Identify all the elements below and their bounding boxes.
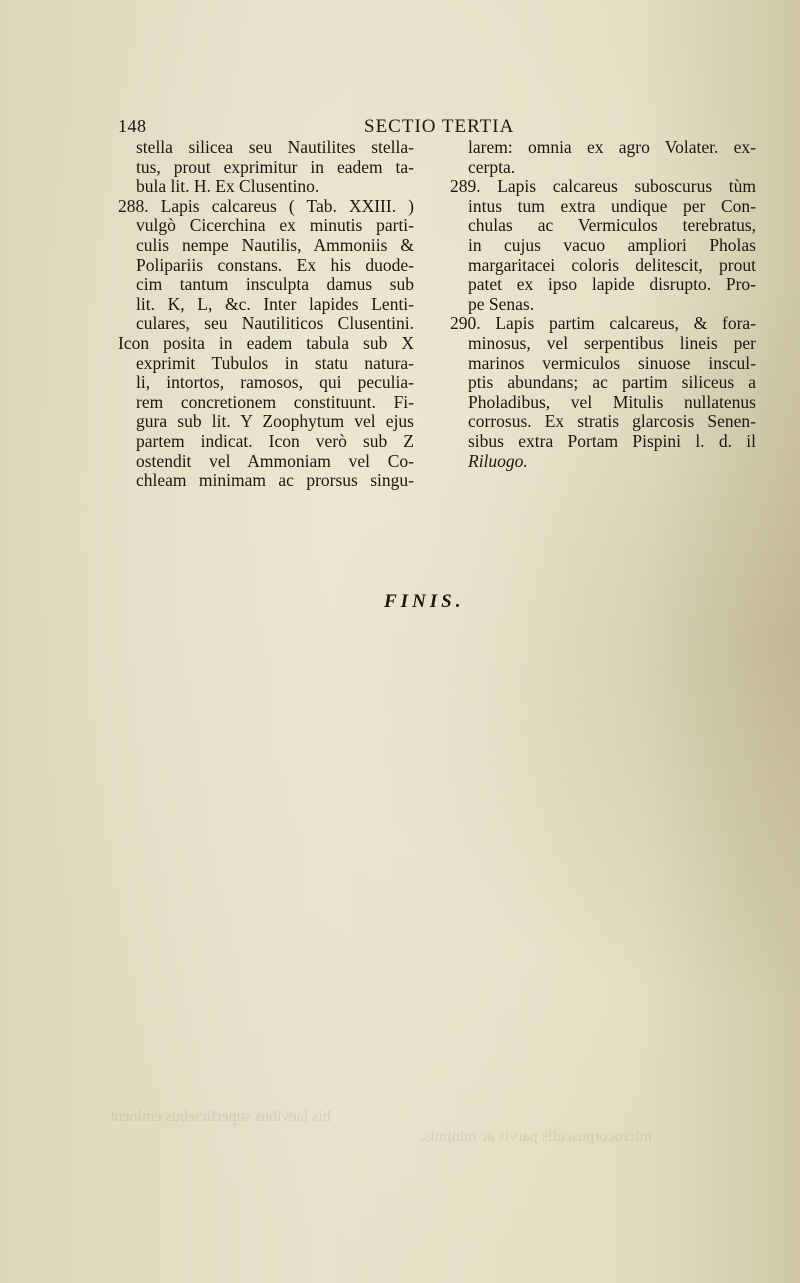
entry-288-start: 288. Lapis calcareus ( Tab. XXIII. ): [118, 195, 414, 216]
text-with-italic: vulgò Cicerchina ex minutis parti-: [136, 215, 414, 236]
right-column: [450, 137, 756, 471]
text-line: gura sub lit. Y Zoophytum vel ejus: [136, 411, 414, 432]
text-line: culis nempe Nautilis, Ammoniis &: [136, 234, 414, 255]
text-line: Pholadibus, vel Mitulis nullatenus: [468, 391, 756, 412]
text-line: partem indicat. Icon verò sub Z: [136, 430, 414, 451]
left-column: [118, 137, 414, 491]
text-line: ostendit vel Ammoniam vel Co-: [136, 450, 414, 471]
text-line: corrosus. Ex stratis glarcosis Senen-: [468, 411, 756, 432]
text-line: exprimit Tubulos in statu natura-: [136, 352, 414, 373]
show-through-text: microcorpusculis parvis ac minimis.: [420, 1128, 652, 1145]
text-line: rem concretionem constituunt. Fi-: [136, 391, 414, 412]
text-line: stella silicea seu Nautilites stella-: [136, 137, 414, 157]
text-line: sibus extra Portam Pispini l. d. il: [468, 430, 756, 451]
text-line: pe Senas.: [468, 293, 535, 314]
text-line: culares, seu Nautiliticos Clusentini.: [136, 313, 414, 334]
entry-289-start: 289. Lapis calcareus suboscurus tùm: [450, 176, 756, 197]
text-line: Riluogo.: [468, 450, 528, 471]
text-line: bula lit. H. Ex Clusentino.: [136, 176, 320, 197]
text-line: intus tum extra undique per Con-: [468, 195, 756, 216]
text-line: lit. K, L, &c. Inter lapides Lenti-: [136, 293, 414, 314]
text-line: larem: omnia ex agro Volater. ex-: [468, 137, 756, 157]
entry-290-start: 290. Lapis partim calcareus, & fora-: [450, 313, 756, 334]
text-line: margaritacei coloris delitescit, prout: [468, 254, 756, 275]
text-line: patet ex ipso lapide disrupto. Pro-: [468, 274, 756, 295]
text-line: chulas ac Vermiculos terebratus,: [468, 215, 756, 236]
text-line: minosus, vel serpentibus lineis per: [468, 332, 756, 353]
text-line: marinos vermiculos sinuose inscul-: [468, 352, 756, 373]
show-through-text: his laevibus superficiebus eminent: [110, 1108, 331, 1125]
text-line: cerpta.: [468, 156, 516, 177]
text-line: [136, 216, 414, 236]
running-head: SECTIO TERTIA: [364, 116, 515, 137]
text-line: li, intortos, ramosos, qui peculia-: [136, 372, 414, 393]
text-line: chleam minimam ac prorsus singu-: [136, 470, 414, 491]
page-number: 148: [118, 116, 147, 136]
text-line: tus, prout exprimitur in eadem ta-: [136, 156, 414, 177]
text-line: Icon posita in eadem tabula sub X: [118, 332, 414, 353]
text-line: Polipariis constans. Ex his duode-: [136, 254, 414, 275]
text-line: cim tantum insculpta damus sub: [136, 274, 414, 295]
finis-label: FINIS.: [384, 591, 465, 612]
text-line: ptis abundans; ac partim siliceus a: [468, 372, 756, 393]
text-line: in cujus vacuo ampliori Pholas: [468, 234, 756, 255]
